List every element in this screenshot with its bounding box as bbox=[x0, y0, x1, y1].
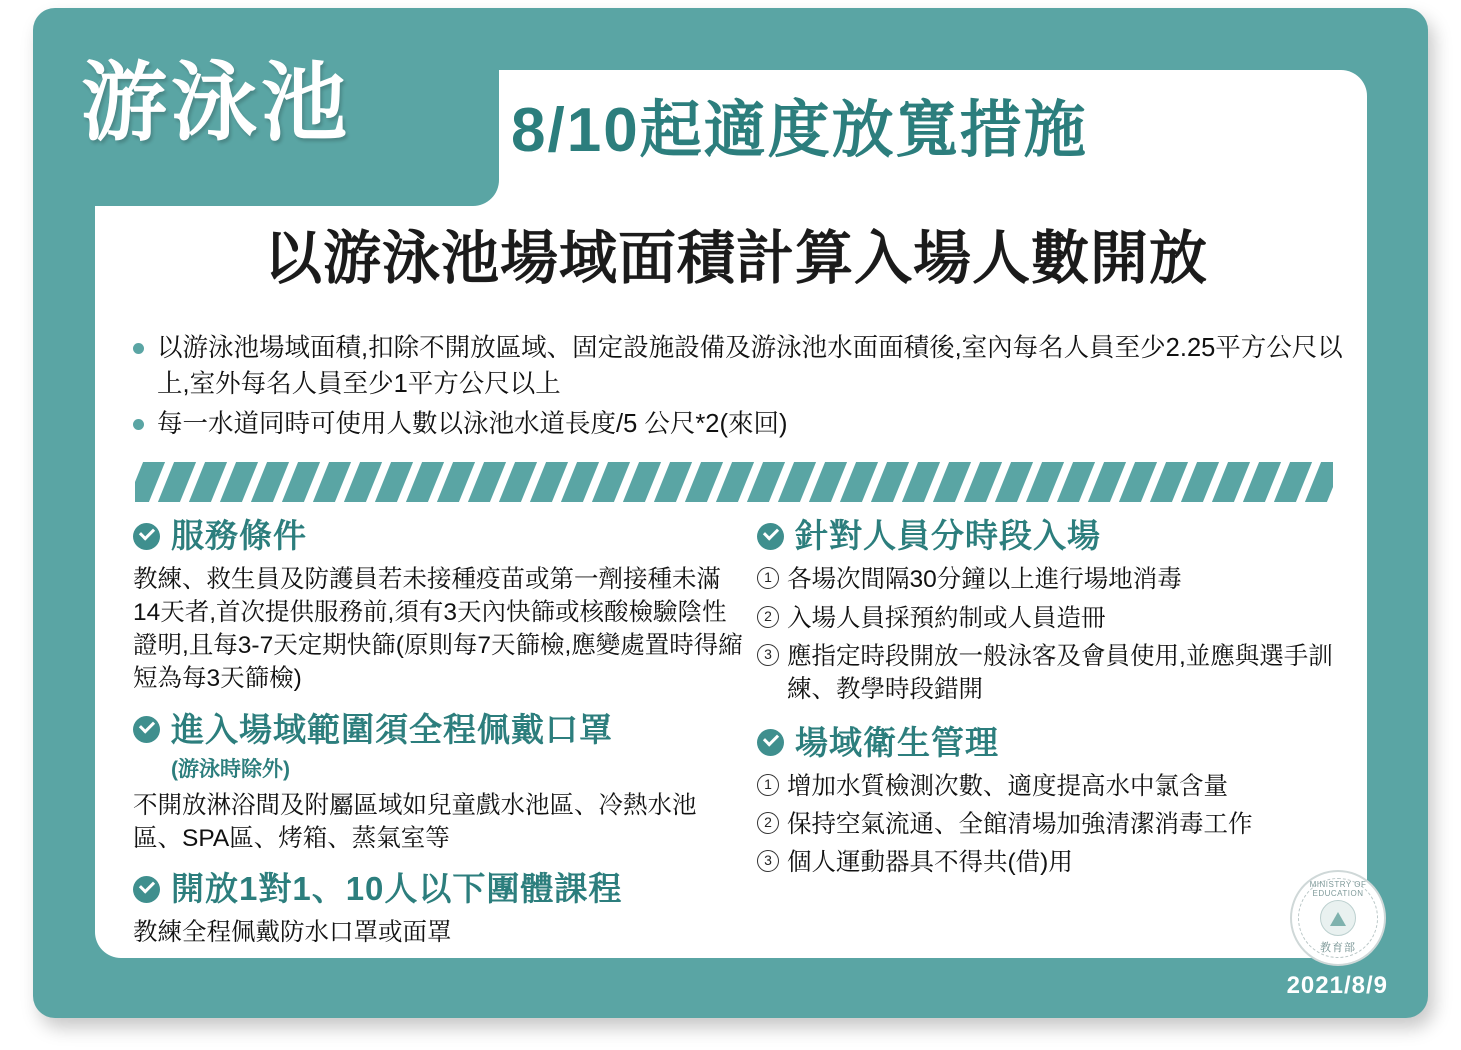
check-circle-icon bbox=[133, 523, 160, 550]
section-header-venue-hygiene bbox=[757, 725, 1347, 761]
list-item-label: 入場人員採預約制或人員造冊 bbox=[787, 604, 1106, 632]
section-title: 進入場域範圍須全程佩戴口罩 bbox=[171, 710, 613, 748]
list-item bbox=[757, 770, 1347, 803]
list-item-label: 個人運動器具不得共(借)用 bbox=[787, 849, 1073, 877]
list-item bbox=[757, 640, 1347, 707]
seal-chinese-text: 教育部 bbox=[1320, 942, 1356, 954]
list-item bbox=[757, 563, 1347, 596]
publish-date: 2021/8/9 bbox=[1286, 972, 1388, 999]
section-title: 開放1對1、10人以下團體課程 bbox=[171, 869, 623, 907]
list-item: 每一水道同時可使用人數以泳池水道長度/5 公尺*2(來回) bbox=[127, 406, 1347, 442]
section-title: 針對人員分時段入場 bbox=[795, 517, 1101, 554]
section-header-mask-required bbox=[133, 712, 743, 748]
item-number: 3 bbox=[757, 644, 779, 666]
check-circle-icon bbox=[133, 876, 160, 903]
check-circle-icon bbox=[133, 716, 160, 743]
item-number: 1 bbox=[757, 774, 779, 796]
check-circle-icon bbox=[757, 729, 784, 756]
poster-subtitle: 8/10起適度放寬措施 bbox=[511, 96, 1088, 165]
item-number: 1 bbox=[757, 567, 779, 589]
list-item bbox=[757, 808, 1347, 841]
item-number: 2 bbox=[757, 606, 779, 628]
list-item-label: 應指定時段開放一般泳客及會員使用,並應與選手訓練、教學時段錯開 bbox=[787, 642, 1333, 704]
page-title: 以游泳池場域面積計算入場人數開放 bbox=[263, 226, 1208, 291]
section-header-group-classes bbox=[133, 871, 743, 907]
ministry-seal bbox=[1290, 870, 1386, 966]
poster-tag-title: 游泳池 bbox=[81, 55, 351, 151]
section-title: 服務條件 bbox=[171, 517, 307, 554]
poster-container bbox=[33, 8, 1428, 1018]
seal-english-text: MINISTRY OF EDUCATION bbox=[1309, 880, 1367, 898]
hazard-stripe-divider bbox=[135, 462, 1333, 502]
section-note: (游泳時除外) bbox=[171, 757, 290, 781]
section-title: 場域衛生管理 bbox=[795, 723, 999, 761]
section-header-time-slots bbox=[757, 518, 1347, 554]
item-number: 3 bbox=[757, 850, 779, 872]
list-item: 以游泳池場域面積,扣除不開放區域、固定設施設備及游泳池水面面積後,室內每名人員至少2.25平方公尺以上,室外每名人員至少1平方公尺以上 bbox=[127, 330, 1347, 402]
list-item-label: 保持空氣流通、全館清場加強清潔消毒工作 bbox=[787, 811, 1253, 839]
list-item-label: 各場次間隔30分鐘以上進行場地消毒 bbox=[787, 566, 1182, 594]
time-slot-list bbox=[757, 563, 1347, 706]
list-item bbox=[757, 846, 1347, 879]
key-points-list bbox=[127, 330, 1347, 447]
left-column bbox=[133, 518, 743, 965]
poster-header bbox=[33, 8, 1428, 208]
right-column bbox=[757, 518, 1347, 898]
hygiene-list bbox=[757, 770, 1347, 880]
list-item bbox=[757, 602, 1347, 635]
check-circle-icon bbox=[757, 523, 784, 550]
section-header-service-conditions bbox=[133, 518, 743, 554]
section-body: 教練全程佩戴防水口罩或面罩 bbox=[133, 919, 452, 947]
item-number: 2 bbox=[757, 812, 779, 834]
section-body: 不開放淋浴間及附屬區域如兒童戲水池區、冷熱水池區、SPA區、烤箱、蒸氣室等 bbox=[133, 791, 697, 852]
section-body: 教練、救生員及防護員若未接種疫苗或第一劑接種未滿14天者,首次提供服務前,須有3天內快篩或核酸檢驗陰性證明,且每3-7天定期快篩(原則每7天篩檢,應變處置時得縮短為每3天篩檢) bbox=[133, 566, 743, 693]
seal-emblem-icon bbox=[1320, 900, 1356, 936]
list-item-label: 增加水質檢測次數、適度提高水中氯含量 bbox=[787, 772, 1228, 800]
